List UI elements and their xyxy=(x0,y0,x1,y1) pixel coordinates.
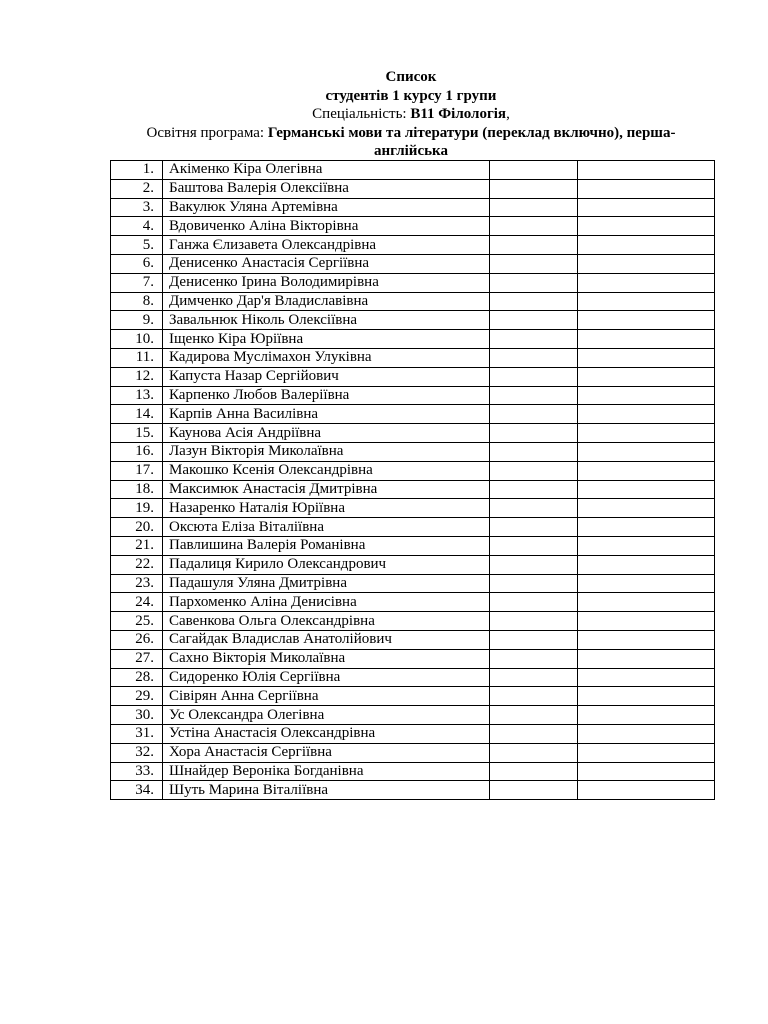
empty-cell xyxy=(578,536,715,555)
empty-cell xyxy=(578,292,715,311)
empty-cell xyxy=(490,292,578,311)
empty-cell xyxy=(578,706,715,725)
student-name: Сагайдак Владислав Анатолійович xyxy=(163,630,490,649)
student-name: Денисенко Ірина Володимирівна xyxy=(163,273,490,292)
student-name: Макошко Ксенія Олександрівна xyxy=(163,461,490,480)
empty-cell xyxy=(578,593,715,612)
student-name: Оксюта Еліза Віталіївна xyxy=(163,518,490,537)
empty-cell xyxy=(490,649,578,668)
empty-cell xyxy=(578,405,715,424)
row-number: 34. xyxy=(111,781,163,800)
row-number: 5. xyxy=(111,236,163,255)
empty-cell xyxy=(578,687,715,706)
student-name: Лазун Вікторія Миколаївна xyxy=(163,442,490,461)
student-name: Каунова Асія Андріївна xyxy=(163,424,490,443)
empty-cell xyxy=(578,668,715,687)
empty-cell xyxy=(578,330,715,349)
row-number: 8. xyxy=(111,292,163,311)
student-name: Карпенко Любов Валеріївна xyxy=(163,386,490,405)
document-header xyxy=(105,68,717,161)
student-name: Завальнюк Ніколь Олексіївна xyxy=(163,311,490,330)
student-name: Павлишина Валерія Романівна xyxy=(163,536,490,555)
table-row xyxy=(111,555,715,574)
table-row xyxy=(111,236,715,255)
table-row xyxy=(111,405,715,424)
table-row xyxy=(111,311,715,330)
table-row xyxy=(111,781,715,800)
empty-cell xyxy=(490,273,578,292)
specialty-suffix: , xyxy=(506,106,510,122)
student-name: Іщенко Кіра Юріївна xyxy=(163,330,490,349)
row-number: 24. xyxy=(111,593,163,612)
empty-cell xyxy=(578,499,715,518)
student-list-table xyxy=(110,160,715,800)
table-row xyxy=(111,743,715,762)
empty-cell xyxy=(490,555,578,574)
row-number: 21. xyxy=(111,536,163,555)
student-name: Шуть Марина Віталіївна xyxy=(163,781,490,800)
table-row xyxy=(111,593,715,612)
empty-cell xyxy=(578,161,715,180)
specialty-label: Спеціальність: xyxy=(312,106,411,122)
empty-cell xyxy=(490,574,578,593)
empty-cell xyxy=(490,161,578,180)
empty-cell xyxy=(578,198,715,217)
table-row xyxy=(111,687,715,706)
row-number: 31. xyxy=(111,724,163,743)
table-row xyxy=(111,612,715,631)
student-name: Вдовиченко Аліна Вікторівна xyxy=(163,217,490,236)
table-row xyxy=(111,424,715,443)
empty-cell xyxy=(578,367,715,386)
row-number: 27. xyxy=(111,649,163,668)
empty-cell xyxy=(578,781,715,800)
empty-cell xyxy=(578,518,715,537)
empty-cell xyxy=(578,480,715,499)
empty-cell xyxy=(490,612,578,631)
empty-cell xyxy=(490,217,578,236)
table-row xyxy=(111,217,715,236)
row-number: 22. xyxy=(111,555,163,574)
empty-cell xyxy=(578,217,715,236)
empty-cell xyxy=(578,724,715,743)
empty-cell xyxy=(490,254,578,273)
student-name: Сидоренко Юлія Сергіївна xyxy=(163,668,490,687)
document-title: Список xyxy=(385,69,437,85)
empty-cell xyxy=(578,348,715,367)
empty-cell xyxy=(578,311,715,330)
empty-cell xyxy=(490,536,578,555)
student-name: Хора Анастасія Сергіївна xyxy=(163,743,490,762)
empty-cell xyxy=(490,405,578,424)
student-name: Вакулюк Уляна Артемівна xyxy=(163,198,490,217)
empty-cell xyxy=(578,612,715,631)
table-row xyxy=(111,386,715,405)
table-row xyxy=(111,348,715,367)
empty-cell xyxy=(490,348,578,367)
empty-cell xyxy=(490,311,578,330)
row-number: 32. xyxy=(111,743,163,762)
row-number: 15. xyxy=(111,424,163,443)
empty-cell xyxy=(490,668,578,687)
empty-cell xyxy=(490,762,578,781)
table-row xyxy=(111,499,715,518)
row-number: 9. xyxy=(111,311,163,330)
empty-cell xyxy=(490,518,578,537)
row-number: 14. xyxy=(111,405,163,424)
empty-cell xyxy=(578,743,715,762)
program-label: Освітня програма: xyxy=(146,124,268,141)
empty-cell xyxy=(578,442,715,461)
table-row xyxy=(111,179,715,198)
table-row xyxy=(111,518,715,537)
empty-cell xyxy=(578,179,715,198)
student-name: Сахно Вікторія Миколаївна xyxy=(163,649,490,668)
student-name: Савенкова Ольга Олександрівна xyxy=(163,612,490,631)
empty-cell xyxy=(578,574,715,593)
table-row xyxy=(111,480,715,499)
row-number: 10. xyxy=(111,330,163,349)
row-number: 2. xyxy=(111,179,163,198)
row-number: 11. xyxy=(111,348,163,367)
table-row xyxy=(111,649,715,668)
empty-cell xyxy=(578,386,715,405)
student-name: Карпів Анна Василівна xyxy=(163,405,490,424)
row-number: 18. xyxy=(111,480,163,499)
student-name: Шнайдер Вероніка Богданівна xyxy=(163,762,490,781)
table-row xyxy=(111,254,715,273)
student-name: Падалиця Кирило Олександрович xyxy=(163,555,490,574)
empty-cell xyxy=(490,630,578,649)
empty-cell xyxy=(490,386,578,405)
row-number: 26. xyxy=(111,630,163,649)
row-number: 17. xyxy=(111,461,163,480)
empty-cell xyxy=(490,179,578,198)
table-row xyxy=(111,161,715,180)
table-row xyxy=(111,330,715,349)
empty-cell xyxy=(578,555,715,574)
student-name: Ус Олександра Олегівна xyxy=(163,706,490,725)
row-number: 16. xyxy=(111,442,163,461)
empty-cell xyxy=(490,706,578,725)
empty-cell xyxy=(490,499,578,518)
row-number: 23. xyxy=(111,574,163,593)
row-number: 20. xyxy=(111,518,163,537)
student-name: Кадирова Муслімахон Улуківна xyxy=(163,348,490,367)
empty-cell xyxy=(490,461,578,480)
empty-cell xyxy=(490,687,578,706)
program-value: Германські мови та літератури (переклад включно), перша- xyxy=(267,124,676,141)
table-row xyxy=(111,762,715,781)
empty-cell xyxy=(490,480,578,499)
table-row xyxy=(111,198,715,217)
student-name: Падашуля Уляна Дмитрівна xyxy=(163,574,490,593)
empty-cell xyxy=(578,236,715,255)
table-row xyxy=(111,724,715,743)
empty-cell xyxy=(578,762,715,781)
empty-cell xyxy=(490,198,578,217)
specialty-value: В11 Філологія xyxy=(410,106,507,122)
program-value-continued: англійська xyxy=(374,143,448,159)
document-subtitle: студентів 1 курсу 1 групи xyxy=(325,87,497,104)
row-number: 1. xyxy=(111,161,163,180)
row-number: 25. xyxy=(111,612,163,631)
empty-cell xyxy=(490,330,578,349)
empty-cell xyxy=(490,442,578,461)
student-name: Димченко Дар'я Владиславівна xyxy=(163,292,490,311)
row-number: 19. xyxy=(111,499,163,518)
specialty-line xyxy=(105,105,717,124)
student-name: Пархоменко Аліна Денисівна xyxy=(163,593,490,612)
row-number: 3. xyxy=(111,198,163,217)
empty-cell xyxy=(578,273,715,292)
empty-cell xyxy=(490,724,578,743)
empty-cell xyxy=(578,649,715,668)
empty-cell xyxy=(490,236,578,255)
table-row xyxy=(111,536,715,555)
program-line xyxy=(105,124,717,143)
student-name: Капуста Назар Сергійович xyxy=(163,367,490,386)
table-row xyxy=(111,442,715,461)
empty-cell xyxy=(490,743,578,762)
student-name: Ганжа Єлизавета Олександрівна xyxy=(163,236,490,255)
student-name: Максимюк Анастасія Дмитрівна xyxy=(163,480,490,499)
student-name: Назаренко Наталія Юріївна xyxy=(163,499,490,518)
student-list-body xyxy=(111,161,715,800)
empty-cell xyxy=(578,254,715,273)
student-name: Устіна Анастасія Олександрівна xyxy=(163,724,490,743)
table-row xyxy=(111,574,715,593)
empty-cell xyxy=(578,630,715,649)
empty-cell xyxy=(578,424,715,443)
table-row xyxy=(111,668,715,687)
table-row xyxy=(111,367,715,386)
table-row xyxy=(111,461,715,480)
row-number: 6. xyxy=(111,254,163,273)
table-row xyxy=(111,292,715,311)
table-row xyxy=(111,706,715,725)
empty-cell xyxy=(490,781,578,800)
table-row xyxy=(111,630,715,649)
student-name: Баштова Валерія Олексіївна xyxy=(163,179,490,198)
row-number: 30. xyxy=(111,706,163,725)
row-number: 28. xyxy=(111,668,163,687)
empty-cell xyxy=(490,424,578,443)
row-number: 29. xyxy=(111,687,163,706)
row-number: 7. xyxy=(111,273,163,292)
row-number: 13. xyxy=(111,386,163,405)
student-name: Денисенко Анастасія Сергіївна xyxy=(163,254,490,273)
student-name: Сівірян Анна Сергіївна xyxy=(163,687,490,706)
empty-cell xyxy=(490,593,578,612)
row-number: 4. xyxy=(111,217,163,236)
table-row xyxy=(111,273,715,292)
student-name: Акіменко Кіра Олегівна xyxy=(163,161,490,180)
empty-cell xyxy=(490,367,578,386)
row-number: 33. xyxy=(111,762,163,781)
empty-cell xyxy=(578,461,715,480)
row-number: 12. xyxy=(111,367,163,386)
